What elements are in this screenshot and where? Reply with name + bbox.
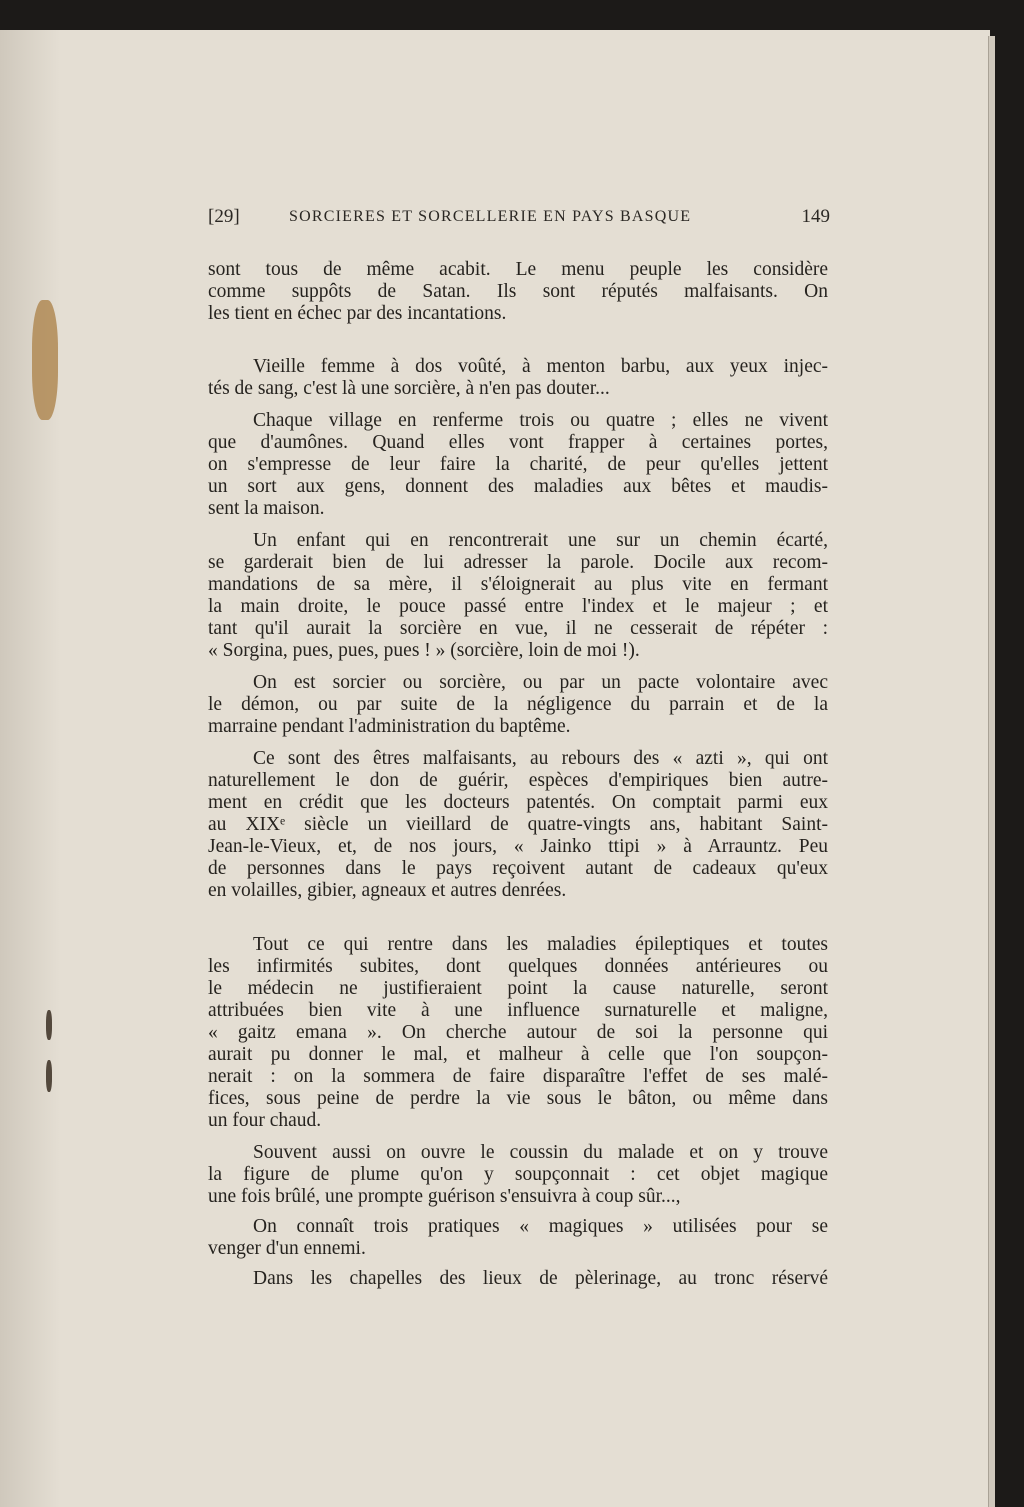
paragraph: [208, 1142, 828, 1208]
text-line: Chaque village en renferme trois ou quatre ; elles ne vivent: [253, 410, 828, 431]
text-line: un sort aux gens, donnent des maladies aux bêtes et maudis-: [208, 476, 828, 497]
text-line: Jean-le-Vieux, et, de nos jours, « Jainko ttipi » à Arrauntz. Peu: [208, 836, 828, 857]
text-line: Dans les chapelles des lieux de pèlerinage, au tronc réservé: [253, 1268, 828, 1289]
paragraph: [208, 1268, 828, 1290]
text-line: tés de sang, c'est là une sorcière, à n'en pas douter...: [208, 378, 610, 399]
text-line: naturellement le don de guérir, espèces d'empiriques bien autre-: [208, 770, 828, 791]
text-line: Vieille femme à dos voûté, à menton barbu, aux yeux injec-: [253, 356, 828, 377]
text-line: les infirmités subites, dont quelques données antérieures ou: [208, 956, 828, 977]
paragraph: [208, 356, 828, 400]
text-line: « gaitz emana ». On cherche autour de soi la personne qui: [208, 1022, 828, 1043]
section-number: [29]: [208, 206, 240, 227]
text-line: que d'aumônes. Quand elles vont frapper à certaines portes,: [208, 432, 828, 453]
text-line: « Sorgina, pues, pues, pues ! » (sorcière, loin de moi !).: [208, 640, 640, 661]
paragraph: [208, 748, 828, 902]
running-title: SORCIERES ET SORCELLERIE EN PAYS BASQUE: [289, 208, 692, 225]
text-line: venger d'un ennemi.: [208, 1238, 366, 1259]
text-line: nerait : on la sommera de faire disparaître l'effet de ses malé-: [208, 1066, 828, 1087]
text-line: une fois brûlé, une prompte guérison s'ensuivra à coup sûr...,: [208, 1186, 681, 1207]
text-line: mandations de sa mère, il s'éloignerait au plus vite en fermant: [208, 574, 828, 595]
paragraph: [208, 530, 828, 662]
page-gutter: [0, 30, 60, 1507]
text-line: fices, sous peine de perdre la vie sous le bâton, ou même dans: [208, 1088, 828, 1109]
text-line: tant qu'il aurait la sorcière en vue, il ne cesserait de répéter :: [208, 618, 828, 639]
page-number: 149: [801, 206, 830, 227]
text-line: Tout ce qui rentre dans les maladies épileptiques et toutes: [253, 934, 828, 955]
text-line: attribuées bien vite à une influence surnaturelle et maligne,: [208, 1000, 828, 1021]
text-line: le médecin ne justifieraient point la cause naturelle, seront: [208, 978, 828, 999]
text-line: en volailles, gibier, agneaux et autres denrées.: [208, 880, 567, 901]
page-edge: [988, 36, 995, 1507]
text-line: On est sorcier ou sorcière, ou par un pacte volontaire avec: [253, 672, 828, 693]
text-line: sent la maison.: [208, 498, 325, 519]
text-line: un four chaud.: [208, 1110, 322, 1131]
paragraph: [208, 410, 828, 520]
text-line: marraine pendant l'administration du baptême.: [208, 716, 571, 737]
text-line: de personnes dans le pays reçoivent autant de cadeaux qu'eux: [208, 858, 828, 879]
text-line: la figure de plume qu'on y soupçonnait : cet objet magique: [208, 1164, 828, 1185]
text-line: on s'empresse de leur faire la charité, de peur qu'elles jettent: [208, 454, 828, 475]
text-line: se garderait bien de lui adresser la parole. Docile aux recom-: [208, 552, 828, 573]
text-line: comme suppôts de Satan. Ils sont réputés malfaisants. On: [208, 281, 828, 302]
text-line: Un enfant qui en rencontrerait une sur un chemin écarté,: [253, 530, 828, 551]
text-line: On connaît trois pratiques « magiques » utilisées pour se: [253, 1216, 828, 1237]
paragraph: [208, 672, 828, 738]
running-header: [208, 206, 830, 230]
text-line: la main droite, le pouce passé entre l'index et le majeur ; et: [208, 596, 828, 617]
text-line: aurait pu donner le mal, et malheur à celle que l'on soupçon-: [208, 1044, 828, 1065]
text-line: sont tous de même acabit. Le menu peuple les considère: [208, 259, 828, 280]
text-line: Ce sont des êtres malfaisants, au rebours des « azti », qui ont: [253, 748, 828, 769]
text-line: ment en crédit que les docteurs patentés. On comptait parmi eux: [208, 792, 828, 813]
paragraph: [208, 1216, 828, 1260]
binding-stain: [46, 1060, 52, 1092]
text-line: le démon, ou par suite de la négligence du parrain et de la: [208, 694, 828, 715]
text-line: Souvent aussi on ouvre le coussin du malade et on y trouve: [253, 1142, 828, 1163]
binding-stain: [32, 300, 58, 420]
text-line: au XIXᵉ siècle un vieillard de quatre-vingts ans, habitant Saint-: [208, 814, 828, 835]
binding-stain: [46, 1010, 52, 1040]
paragraph: [208, 934, 828, 1132]
text-line: les tient en échec par des incantations.: [208, 303, 507, 324]
paragraph: [208, 259, 828, 325]
